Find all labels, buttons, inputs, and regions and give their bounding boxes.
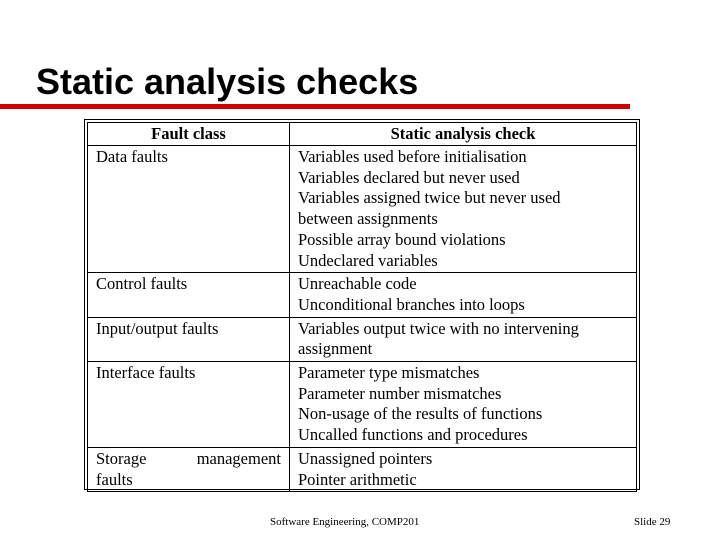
fault-class-cell: Interface faults — [88, 362, 290, 448]
slide-title: Static analysis checks — [36, 61, 419, 102]
table-row — [88, 317, 637, 361]
table-row — [88, 146, 637, 273]
check-item: Variables assigned twice but never used — [298, 188, 561, 208]
fault-class-word: management — [196, 448, 281, 468]
check-item: Uncalled functions and procedures — [298, 425, 528, 445]
table-row — [88, 447, 637, 491]
fault-class-line — [96, 449, 281, 470]
checks-cell — [290, 362, 637, 448]
check-item: Pointer arithmetic — [298, 469, 417, 489]
checks-cell — [290, 447, 637, 491]
check-item: assignment — [298, 339, 373, 359]
check-item: Variables declared but never used — [298, 167, 520, 187]
check-item: Variables used before initialisation — [298, 147, 527, 166]
header-static-analysis-check: Static analysis check — [290, 123, 637, 146]
check-item: Possible array bound violations — [298, 229, 506, 249]
fault-class-cell: Data faults — [88, 146, 290, 273]
fault-class-cell: Control faults — [88, 273, 290, 317]
fault-class-word: faults — [96, 469, 133, 489]
checks-cell — [290, 273, 637, 317]
check-item: Unassigned pointers — [298, 448, 433, 468]
title-rule — [0, 104, 630, 109]
check-item: Variables output twice with no intervening — [298, 318, 579, 338]
check-item: Unreachable code — [298, 274, 417, 294]
table-row — [88, 362, 637, 448]
table-header-row — [88, 123, 637, 146]
check-item: Undeclared variables — [298, 250, 438, 270]
fault-class-cell: Input/output faults — [88, 317, 290, 361]
static-analysis-table — [87, 122, 637, 492]
footer-course: Software Engineering, COMP201 — [270, 516, 420, 528]
checks-cell — [290, 317, 637, 361]
table-row — [88, 273, 637, 317]
check-item: Parameter number mismatches — [298, 383, 502, 403]
check-item: Parameter type mismatches — [298, 363, 480, 383]
table-frame — [84, 119, 640, 490]
check-item: between assignments — [298, 209, 438, 229]
checks-cell — [290, 146, 637, 273]
fault-class-cell — [88, 447, 290, 491]
check-item: Unconditional branches into loops — [298, 294, 525, 314]
fault-class-word: Storage — [96, 448, 147, 468]
footer-slide-number: Slide 29 — [634, 516, 671, 528]
check-item: Non-usage of the results of functions — [298, 404, 543, 424]
header-fault-class: Fault class — [88, 123, 290, 146]
